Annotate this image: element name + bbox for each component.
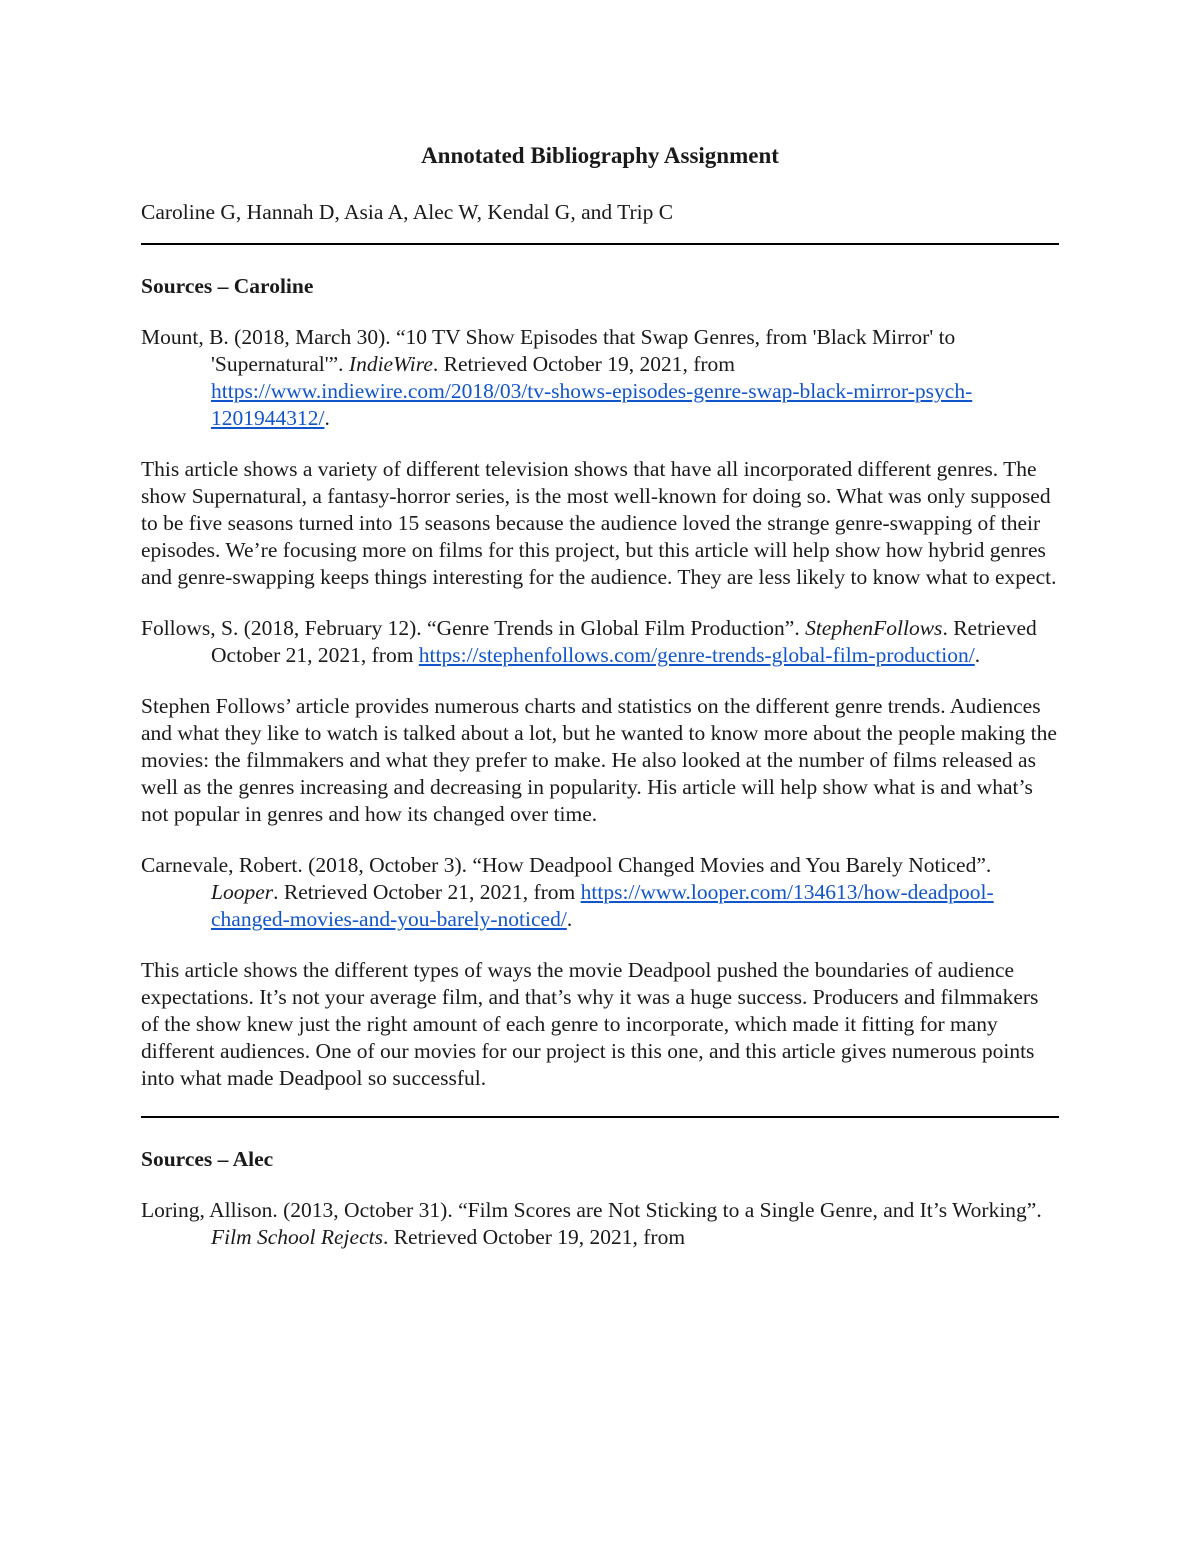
citation-text: Follows, S. (2018, February 12). “Genre Trends in Global Film Production”. [141, 616, 806, 640]
citation-retrieved: . Retrieved October 21, 2021, from [273, 880, 581, 904]
citation-retrieved: . Retrieved October 19, 2021, from [382, 1225, 686, 1249]
document-body [141, 141, 1059, 1275]
citation-mount: Mount, B. (2018, March 30). “10 TV Show Episodes that Swap Genres, from 'Black Mirror' to 'Supernatural'”. IndieWire. Retrieved October 19, 2021, from https://www.indiewire.com/2018/03/tv-shows-episodes-genre-swap-black-mirror-psych-1201944312/. [141, 325, 973, 430]
section-heading-caroline: Sources – Caroline [141, 274, 314, 298]
author-list: Caroline G, Hannah D, Asia A, Alec W, Kendal G, and Trip C [141, 200, 674, 224]
annotation-follows: Stephen Follows’ article provides numerous charts and statistics on the different genre trends. Audiences and what they like to watch is talked about a lot, but he wanted to know more about the people making the movies: the filmmakers and what they prefer to make. He also looked at the number of films released as well as the genres increasing and decreasing in popularity. His article will help show what is and what’s not popular in genres and how its changed over time. [141, 694, 1057, 826]
citation-text: Mount, B. (2018, March 30). “10 TV Show Episodes that Swap Genres, from 'Black Mirror' to 'Supernatural'”. [141, 325, 956, 376]
citation-source: Film School Rejects [211, 1225, 383, 1249]
citation-source: StephenFollows [805, 616, 943, 640]
divider [141, 243, 1059, 245]
document-title: Annotated Bibliography Assignment [421, 143, 779, 168]
citation-source: IndieWire [348, 352, 433, 376]
citation-link[interactable]: https://www.indiewire.com/2018/03/tv-shows-episodes-genre-swap-black-mirror-psych-1201944312/ [211, 379, 973, 430]
annotation-carnevale: This article shows the different types of ways the movie Deadpool pushed the boundaries of audience expectations. It’s not your average film, and that’s why it was a huge success. Producers and filmmakers of the show knew just the right amount of each genre to incorporate, which made it fitting for many different audiences. One of our movies for our project is this one, and this article gives numerous points into what made Deadpool so successful. [141, 958, 1039, 1090]
divider [141, 1116, 1059, 1118]
citation-follows: Follows, S. (2018, February 12). “Genre Trends in Global Film Production”. StephenFollows. Retrieved October 21, 2021, from https://stephenfollows.com/genre-trends-global-film-production/. [141, 616, 1037, 667]
citation-retrieved: . Retrieved October 19, 2021, from [432, 352, 736, 376]
citation-retrieved: . Retrieved October 21, 2021, from [211, 616, 1037, 667]
section-heading-alec: Sources – Alec [141, 1147, 274, 1171]
citation-text: Loring, Allison. (2013, October 31). “Film Scores are Not Sticking to a Single Genre, and It’s Working”. [141, 1198, 1042, 1222]
citation-text: Carnevale, Robert. (2018, October 3). “How Deadpool Changed Movies and You Barely Noticed”. [141, 853, 992, 877]
citation-link[interactable]: https://stephenfollows.com/genre-trends-global-film-production/ [418, 643, 975, 667]
annotation-mount: This article shows a variety of different television shows that have all incorporated different genres. The show Supernatural, a fantasy-horror series, is the most well-known for doing so. What was only supposed to be five seasons turned into 15 seasons because the audience loved the strange genre-swapping of their episodes. We’re focusing more on films for this project, but this article will help show how hybrid genres and genre-swapping keeps things interesting for the audience. They are less likely to know what to expect. [141, 457, 1057, 589]
citation-loring [141, 1197, 1059, 1251]
citation-source: Looper [211, 880, 274, 904]
citation-carnevale: Carnevale, Robert. (2018, October 3). “How Deadpool Changed Movies and You Barely Noticed”. Looper. Retrieved October 21, 2021, from https://www.looper.com/134613/how-deadpool-changed-movies-and-you-barely-noticed/. [141, 853, 994, 931]
citation-link[interactable]: https://www.looper.com/134613/how-deadpool-changed-movies-and-you-barely-noticed/ [211, 880, 994, 931]
